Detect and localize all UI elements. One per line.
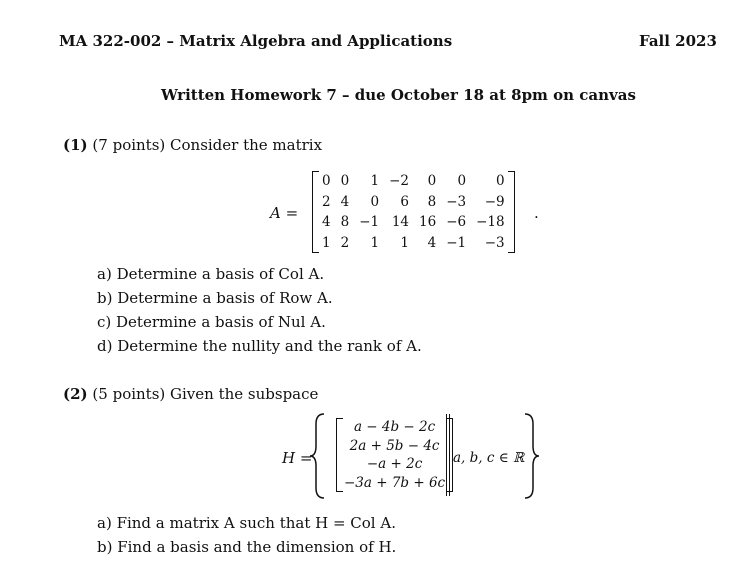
- matrix-cell: 0: [496, 173, 505, 189]
- matrix-cell: 0: [370, 193, 380, 210]
- set-condition: a, b, c ∈ ℝ: [453, 450, 525, 466]
- problem-1-part-b: b) Determine a basis of Row A.: [97, 289, 333, 307]
- problem-1-intro: [63, 136, 322, 154]
- vector-entry: 2a + 5b − 4c: [349, 437, 440, 454]
- matrix-cell: 2: [340, 234, 350, 251]
- assignment-title: Written Homework 7 – due October 18 at 8pm on canvas: [161, 86, 636, 104]
- matrix-cell: 0: [322, 173, 331, 189]
- matrix-cell: 14: [391, 214, 409, 230]
- matrix-cell: 2: [322, 193, 331, 210]
- matrix-cell: 0: [427, 173, 437, 189]
- matrix-cell: −2: [389, 173, 409, 189]
- set-divider-line-1: [446, 414, 447, 496]
- problem-2-intro: [63, 385, 318, 403]
- matrix-cell: 0: [340, 173, 350, 189]
- subspace-h-label: H =: [282, 449, 313, 467]
- matrix-cell: 1: [322, 234, 331, 251]
- term-label: Fall 2023: [639, 32, 717, 50]
- matrix-cell: −6: [446, 214, 467, 230]
- problem-2-number: (2): [63, 385, 88, 403]
- course-title: MA 322-002 – Matrix Algebra and Applications: [59, 32, 453, 50]
- matrix-row: [317, 212, 510, 233]
- matrix-cell: 4: [340, 193, 350, 210]
- problem-1-number: (1): [63, 136, 88, 154]
- vector-row: [341, 437, 448, 456]
- matrix-a-label: A =: [270, 204, 299, 222]
- vector-row: [341, 474, 448, 493]
- matrix-cell: 4: [427, 234, 437, 251]
- vector-entry: −3a + 7b + 6c: [344, 474, 446, 491]
- matrix-cell: 8: [340, 214, 350, 230]
- matrix-cell: −18: [476, 214, 505, 230]
- subspace-vector-table: [341, 418, 448, 492]
- vector-left-bracket: [336, 418, 343, 492]
- matrix-cell: 16: [419, 214, 437, 230]
- problem-2-part-a: a) Find a matrix A such that H = Col A.: [97, 514, 396, 532]
- vector-row: [341, 418, 448, 437]
- set-left-brace: [308, 412, 328, 500]
- matrix-cell: 6: [400, 193, 409, 210]
- matrix-cell: 1: [370, 234, 380, 251]
- problem-2-intro-text: (5 points) Given the subspace: [92, 385, 319, 403]
- matrix-cell: −9: [484, 193, 505, 210]
- problem-1-part-d: d) Determine the nullity and the rank of A.: [97, 337, 422, 355]
- vector-row: [341, 455, 448, 474]
- matrix-row: [317, 233, 510, 254]
- matrix-cell: 0: [457, 173, 467, 189]
- matrix-row: [317, 171, 510, 192]
- problem-1-intro-text: (7 points) Consider the matrix: [92, 136, 323, 154]
- subspace-vector: [341, 418, 448, 492]
- vector-entry: −a + 2c: [366, 456, 423, 472]
- vector-entry: a − 4b − 2c: [353, 419, 436, 435]
- matrix-right-bracket: [508, 171, 515, 253]
- matrix-cell: −3: [484, 234, 505, 251]
- matrix-cell: −1: [446, 234, 467, 251]
- matrix-a: [317, 171, 510, 253]
- matrix-cell: 1: [370, 173, 380, 189]
- set-divider-line-2: [449, 414, 450, 496]
- matrix-cell: −3: [446, 193, 467, 210]
- matrix-row: [317, 192, 510, 213]
- problem-2-part-b: b) Find a basis and the dimension of H.: [97, 538, 397, 556]
- matrix-period: .: [534, 204, 539, 222]
- matrix-cell: 4: [322, 214, 331, 230]
- problem-1-part-c: c) Determine a basis of Nul A.: [97, 313, 326, 331]
- problem-1-part-a: a) Determine a basis of Col A.: [97, 265, 325, 283]
- matrix-cell: −1: [359, 214, 380, 230]
- matrix-left-bracket: [312, 171, 319, 253]
- matrix-cell: 1: [400, 234, 409, 251]
- matrix-cell: 8: [427, 193, 437, 210]
- matrix-a-table: [317, 171, 510, 253]
